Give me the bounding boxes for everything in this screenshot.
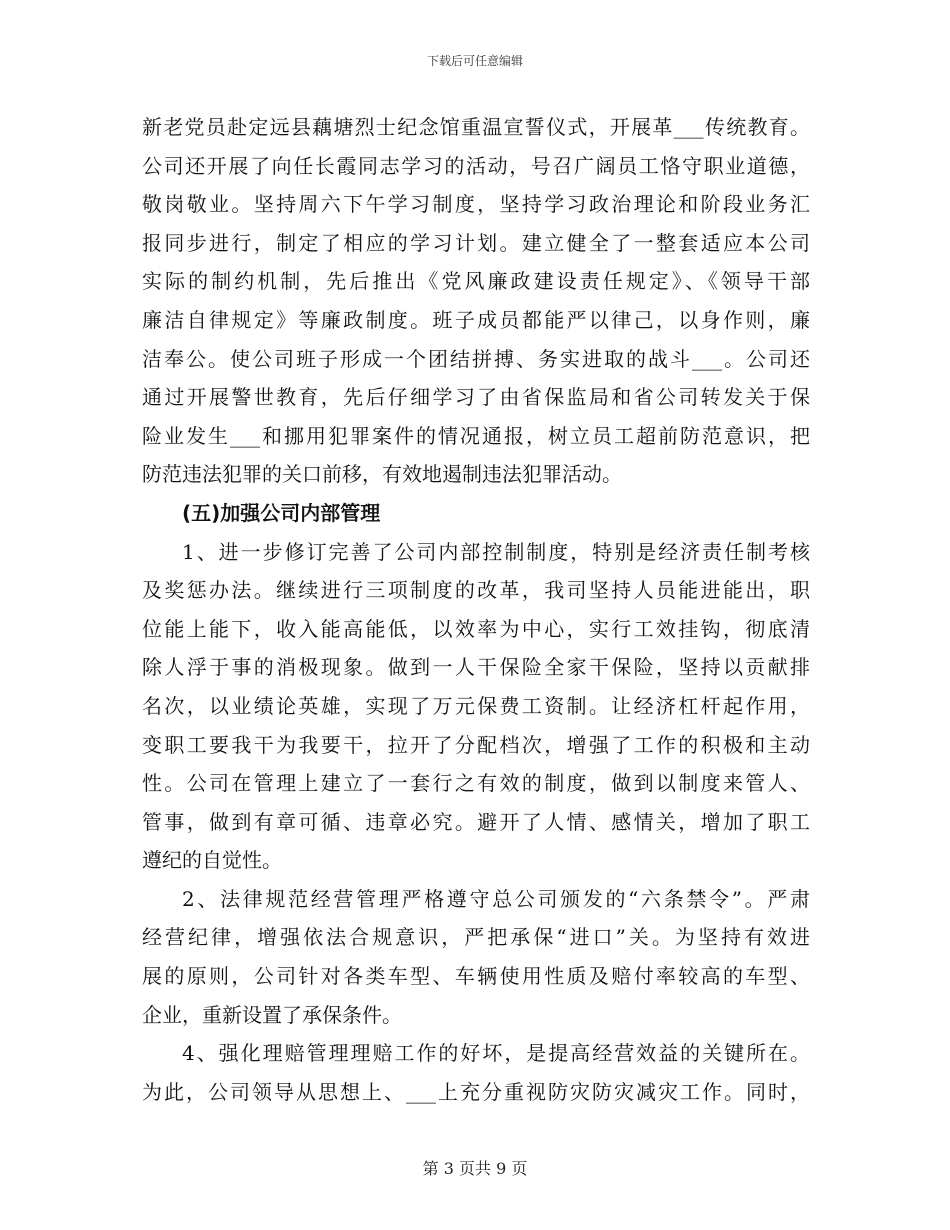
text-line: 名次，以业绩论英雄，实现了万元保费工资制。让经济杠杆起作用， — [142, 693, 810, 718]
text-line: 2、法律规范经营管理严格遵守总公司颁发的“六条禁令”。严肃 — [182, 886, 810, 911]
text-line: 展的原则，公司针对各类车型、车辆使用性质及赔付率较高的车型、 — [142, 964, 810, 989]
section-heading: (五)加强公司内部管理 — [182, 500, 381, 525]
text-line: 经营纪律，增强依法合规意识，严把承保“进口”关。为坚持有效进 — [142, 925, 810, 950]
text-line: 洁奉公。使公司班子形成一个团结拼搏、务实进取的战斗___。公司还 — [142, 346, 810, 371]
paragraph-4 — [142, 1034, 810, 1111]
text-line: 及奖惩办法。继续进行三项制度的改革，我司坚持人员能进能出，职 — [142, 578, 810, 603]
text-line: 防范违法犯罪的关口前移，有效地遏制违法犯罪活动。 — [142, 462, 622, 487]
paragraph-1 — [142, 108, 810, 494]
text-line: 公司还开展了向任长霞同志学习的活动，号召广阔员工恪守职业道德， — [142, 153, 810, 178]
paragraph-3 — [142, 880, 810, 1034]
page-footer: 第 3 页共 9 页 — [422, 1159, 528, 1178]
text-line: 敬岗敬业。坚持周六下午学习制度，坚持学习政治理论和阶段业务汇 — [142, 192, 810, 217]
text-line: 报同步进行，制定了相应的学习计划。建立健全了一整套适应本公司 — [142, 230, 810, 255]
text-line: 4、强化理赔管理理赔工作的好坏，是提高经营效益的关键所在。 — [182, 1041, 810, 1066]
text-line: 企业，重新设置了承保条件。 — [142, 1002, 402, 1027]
page-header: 下载后可任意编辑 — [426, 54, 523, 68]
text-line: 性。公司在管理上建立了一套行之有效的制度，做到以制度来管人、 — [142, 771, 810, 796]
text-line: 变职工要我干为我要干，拉开了分配档次，增强了工作的积极和主动 — [142, 732, 810, 757]
paragraph-2 — [142, 533, 810, 880]
text-line: 新老党员赴定远县藕塘烈士纪念馆重温宣誓仪式，开展革___传统教育。 — [142, 115, 810, 139]
text-line: 险业发生___和挪用犯罪案件的情况通报，树立员工超前防范意识，把 — [142, 423, 810, 448]
document-body — [142, 108, 810, 1111]
text-line: 廉洁自律规定》等廉政制度。班子成员都能严以律己，以身作则，廉 — [142, 307, 810, 332]
text-line: 管事，做到有章可循、违章必究。避开了人情、感情关，增加了职工 — [142, 809, 810, 834]
text-line: 实际的制约机制，先后推出《党风廉政建设责任规定》、《领导干部 — [142, 269, 810, 294]
text-line: 位能上能下，收入能高能低，以效率为中心，实行工效挂钩，彻底清 — [142, 616, 810, 641]
text-line: 为此，公司领导从思想上、___上充分重视防灾防灾减灾工作。同时， — [142, 1079, 810, 1104]
text-line: 通过开展警世教育，先后仔细学习了由省保监局和省公司转发关于保 — [142, 385, 810, 410]
text-line: 除人浮于事的消极现象。做到一人干保险全家干保险，坚持以贡献排 — [142, 655, 810, 680]
text-line: 1、进一步修订完善了公司内部控制制度，特别是经济责任制考核 — [182, 539, 810, 564]
text-line: 遵纪的自觉性。 — [142, 848, 282, 873]
